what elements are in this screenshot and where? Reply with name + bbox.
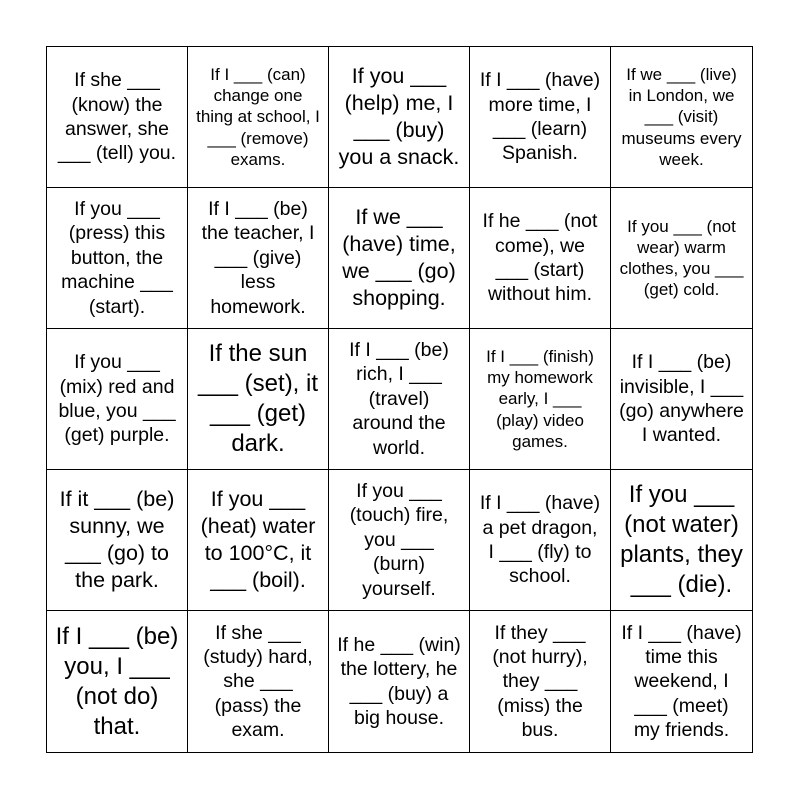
bingo-cell[interactable] (470, 329, 611, 470)
cell-text: If you ___ (touch) fire, you ___ (burn) yourself. (349, 480, 449, 600)
cell-text: If she ___ (study) hard, she ___ (pass) the exam. (203, 621, 313, 742)
bingo-cell[interactable] (188, 611, 329, 752)
cell-text: If I ___ (finish) my homework early, I ___ (play) video games. (486, 346, 594, 451)
bingo-cell[interactable] (188, 329, 329, 470)
bingo-cell[interactable] (470, 188, 611, 329)
cell-text: If I ___ (have) a pet dragon, I ___ (fly) to school. (479, 492, 601, 588)
cell-text: If I ___ (be) you, I ___ (not do) that. (55, 622, 179, 740)
cell-text: If we ___ (live) in London, we ___ (visit) museums every week. (621, 64, 742, 169)
bingo-cell[interactable] (47, 47, 188, 188)
cell-text: If he ___ (win) the lottery, he ___ (buy) a big house. (337, 633, 461, 729)
cell-text: If you ___ (press) this button, the machine ___ (start). (61, 198, 173, 318)
bingo-cell[interactable] (47, 470, 188, 611)
bingo-cell[interactable] (611, 188, 752, 329)
bingo-cell[interactable] (470, 611, 611, 752)
cell-text: If you ___ (help) me, I ___ (buy) you a snack. (338, 64, 460, 169)
bingo-cell[interactable] (47, 188, 188, 329)
bingo-board (46, 46, 753, 753)
bingo-cell[interactable] (611, 611, 752, 752)
cell-text: If you ___ (heat) water to 100°C, it ___ (boil). (200, 487, 316, 592)
cell-text: If she ___ (know) the answer, she ___ (tell) you. (57, 69, 177, 165)
cell-text: If he ___ (not come), we ___ (start) without him. (482, 210, 598, 306)
bingo-cell[interactable] (188, 188, 329, 329)
bingo-cell[interactable] (470, 470, 611, 611)
cell-text: If I ___ (be) the teacher, I ___ (give) less homework. (201, 198, 315, 318)
bingo-cell[interactable] (611, 329, 752, 470)
cell-text: If I ___ (be) rich, I ___ (travel) around the world. (349, 339, 449, 459)
bingo-cell[interactable] (611, 47, 752, 188)
bingo-cell[interactable] (47, 611, 188, 752)
cell-text: If you ___ (mix) red and blue, you ___ (get) purple. (58, 351, 176, 447)
cell-text: If we ___ (have) time, we ___ (go) shopping. (342, 205, 456, 310)
cell-text: If the sun ___ (set), it ___ (get) dark. (197, 340, 319, 457)
bingo-cell[interactable] (188, 470, 329, 611)
bingo-cell[interactable] (611, 470, 752, 611)
cell-text: If it ___ (be) sunny, we ___ (go) to the park. (59, 487, 175, 592)
cell-text: If I ___ (can) change one thing at school, I ___ (remove) exams. (196, 64, 320, 169)
cell-text: If you ___ (not wear) warm clothes, you ___ (get) cold. (619, 216, 744, 300)
bingo-cell[interactable] (329, 611, 470, 752)
cell-text: If they ___ (not hurry), they ___ (miss) the bus. (492, 621, 588, 742)
bingo-cell[interactable] (329, 470, 470, 611)
cell-text: If I ___ (have) time this weekend, I ___ (meet) my friends. (621, 621, 742, 742)
bingo-cell[interactable] (470, 47, 611, 188)
cell-text: If you ___ (not water) plants, they ___ (die). (620, 481, 743, 598)
bingo-cell[interactable] (329, 188, 470, 329)
cell-text: If I ___ (have) more time, I ___ (learn) Spanish. (479, 69, 601, 165)
bingo-cell[interactable] (47, 329, 188, 470)
bingo-cell[interactable] (188, 47, 329, 188)
bingo-cell[interactable] (329, 47, 470, 188)
cell-text: If I ___ (be) invisible, I ___ (go) anywhere I wanted. (619, 351, 744, 447)
bingo-cell[interactable] (329, 329, 470, 470)
